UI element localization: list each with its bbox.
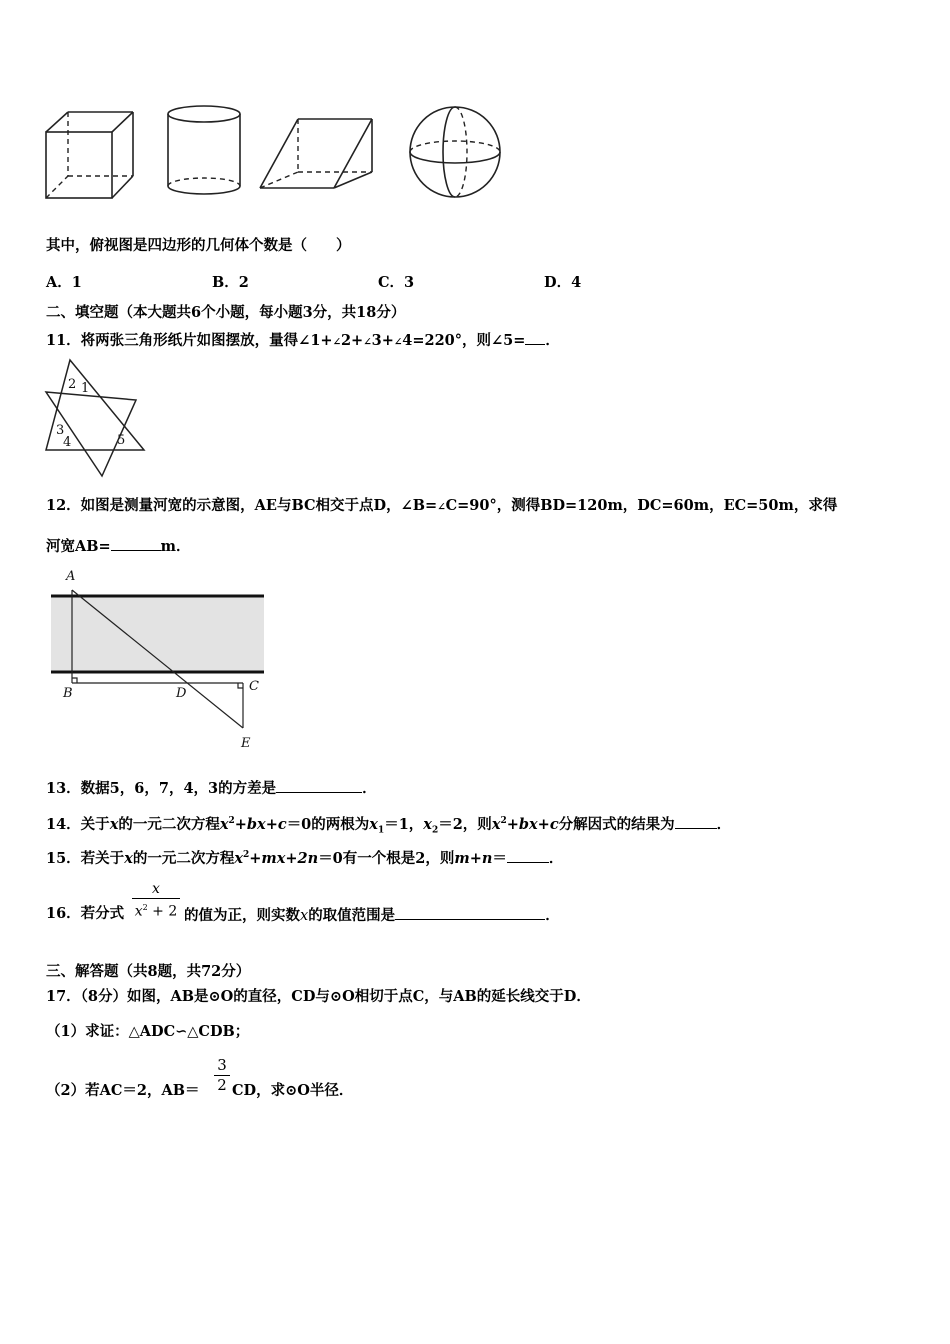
q13-answer-blank[interactable] (276, 778, 362, 793)
q17-part1: （1）求证：△ADC∽△CDB； (46, 1023, 250, 1040)
sphere-icon (408, 103, 502, 201)
q11-text (46, 330, 560, 352)
q11-angle-small: ∠ (332, 337, 341, 348)
q15-sup: 2 (243, 850, 250, 860)
q12-answer-blank[interactable] (111, 536, 161, 551)
q12-river-figure (46, 566, 270, 754)
q12-line1-a: 12．如图是测量河宽的示意图，AE与BC相交于点D，∠B= (46, 497, 438, 514)
q13-text-a: 13．数据5，6，7，4，3的方差是 (46, 780, 277, 797)
q12-label-e: E (241, 736, 251, 751)
q17-part2-b: CD，求⊙O半径． (232, 1082, 354, 1099)
q12-label-a: A (66, 569, 76, 584)
q14-sub2: 2 (431, 825, 439, 836)
q15-end: ． (548, 849, 564, 867)
q15-p2: 的一元二次方程 (132, 849, 235, 867)
q12-label-b: B (63, 686, 73, 701)
q11-label-1: 1 (81, 381, 90, 396)
q14-p5: ＝2，则 (438, 815, 492, 833)
q12-line2-end: m． (160, 538, 191, 555)
q17-frac-num: 3 (217, 1056, 227, 1074)
q11-label-3: 3 (56, 423, 65, 438)
q16-numerator: x (152, 881, 160, 897)
q14-end: ． (716, 815, 732, 833)
q14-x2: x (423, 815, 432, 833)
q16-p3: 的取值范围是 (308, 907, 396, 924)
q16-den-sup: 2 (142, 903, 148, 912)
q16-p2: 的值为正，则实数 (184, 907, 300, 924)
q16-answer-blank[interactable] (395, 905, 545, 920)
q11-answer-blank[interactable] (525, 330, 545, 345)
q15-x: x (124, 849, 133, 867)
q14-p3: ＝0的两根为 (286, 815, 370, 833)
q11-text-c: 2+ (340, 332, 364, 349)
q14-p6: 分解因式的结果为 (558, 815, 675, 833)
q11-angle-small-2: ∠ (363, 337, 372, 348)
q17-line1: 17．（8分）如图，AB是⊙O的直径，CD与⊙O相切于点C，与AB的延长线交于D． (46, 988, 591, 1005)
q15-p4: ＝ (492, 849, 507, 867)
q14-x: x (109, 815, 119, 833)
cylinder-icon (165, 104, 243, 198)
q12-line1-c: C=90°，测得BD=120m，DC=60m，EC=50m，求得 (445, 497, 838, 514)
q14-sup: 2 (228, 816, 235, 826)
q11-text-g: 4=220°，则∠5= (402, 332, 526, 349)
q17-part2-a: （2）若AC＝2，AB＝ (46, 1082, 200, 1099)
q14-p1: 14．关于 (46, 815, 110, 833)
q12-angle-small: ∠ (437, 502, 446, 513)
q12-label-c: C (249, 679, 259, 694)
q12-line2-a: 河宽AB= (46, 538, 111, 555)
q15-mn: m+n (454, 849, 493, 867)
q16-fraction (132, 880, 180, 921)
q14-x1: x (369, 815, 378, 833)
q11-text-a: 11．将两张三角形纸片如图摆放，量得∠1+ (46, 332, 333, 349)
section2-heading: 二、填空题（本大题共6个小题，每小题3分，共18分） (46, 304, 406, 321)
q10-option-c[interactable]: C．3 (378, 274, 415, 291)
q16-den-x: x (134, 903, 143, 920)
q16-denominator (132, 899, 180, 921)
prism-icon (258, 116, 378, 192)
q11-text-e: 3+ (371, 332, 394, 349)
section3-heading: 三、解答题（共8题，共72分） (46, 963, 251, 980)
q14-eq-x: x (219, 815, 229, 833)
q12-line1 (46, 497, 837, 517)
q15-p1: 15．若关于 (46, 849, 125, 867)
q14-sub1: 1 (377, 825, 385, 836)
q10-option-d[interactable]: D．4 (544, 274, 582, 291)
q15-eq2: +mx+2n (249, 849, 319, 867)
q11-label-2: 2 (68, 377, 77, 392)
q12-line2 (46, 536, 191, 556)
q15-eq-x: x (234, 849, 243, 867)
q14-eq4: +bx+c (506, 815, 559, 833)
q16-text (184, 905, 560, 925)
q13-text-end: ． (362, 780, 377, 797)
q16-end: ． (545, 907, 560, 924)
q17-fraction (214, 1056, 230, 1095)
q14-eq3: x (491, 815, 501, 833)
q10-option-a[interactable]: A．1 (46, 274, 82, 291)
q11-label-4: 4 (63, 435, 72, 450)
q14-text (46, 812, 731, 840)
q14-p2: 的一元二次方程 (118, 815, 220, 833)
q17-frac-den: 2 (217, 1076, 227, 1094)
q15-answer-blank[interactable] (507, 848, 549, 863)
q14-answer-blank[interactable] (675, 814, 717, 829)
q10-option-b[interactable]: B．2 (212, 274, 249, 291)
q16-x: x (300, 908, 309, 924)
q16-den-plus: + 2 (152, 903, 178, 920)
q16-text-a: 16．若分式 (46, 905, 125, 922)
q11-text-end: ． (545, 332, 560, 349)
q13-text (46, 778, 377, 798)
q10-stem: 其中，俯视图是四边形的几何体个数是（ ） (46, 237, 351, 254)
q12-label-d: D (176, 686, 187, 701)
q14-sup3: 2 (500, 816, 507, 826)
q11-angle-small-3: ∠ (393, 337, 403, 348)
cube-icon (44, 110, 136, 202)
q14-eq2: +bx+c (234, 815, 287, 833)
q14-p4: ＝1， (384, 815, 424, 833)
q15-text (46, 846, 563, 868)
q15-p3: ＝0有一个根是2，则 (318, 849, 455, 867)
q11-label-5: 5 (117, 433, 126, 448)
q11-triangles-figure (44, 358, 148, 480)
